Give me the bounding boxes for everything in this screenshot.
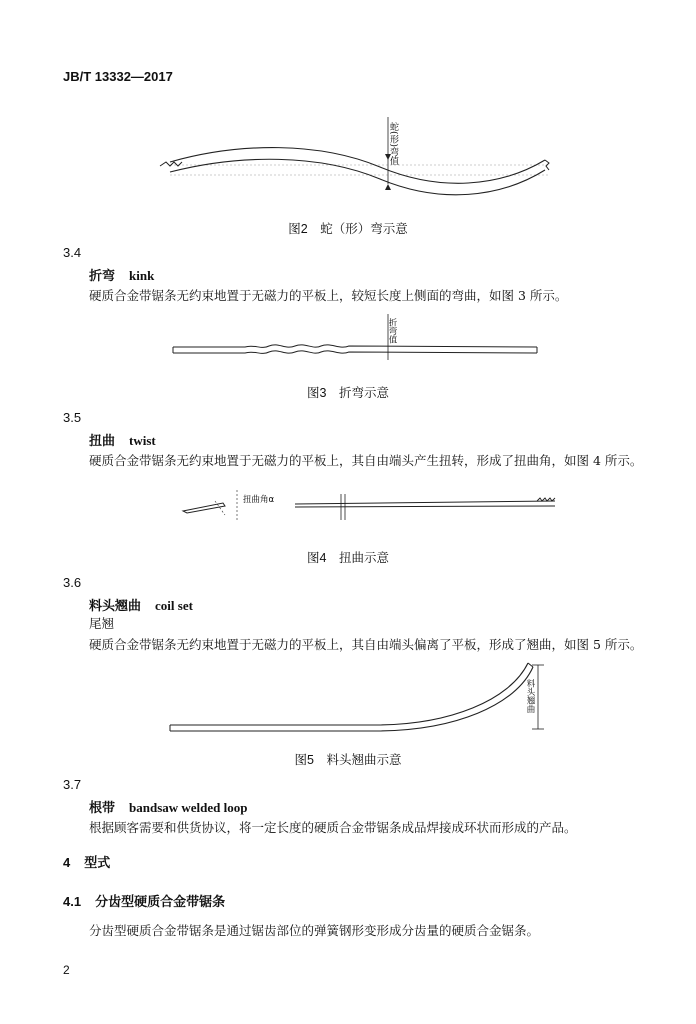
figure-3-caption: 图3 折弯示意 <box>307 386 389 400</box>
term-en: twist <box>129 433 156 448</box>
clause-text: 分齿型硬质合金带锯条是通过锯齿部位的弹簧钢形变形成分齿量的硬质合金锯条。 <box>89 923 540 938</box>
term-cn: 折弯 <box>89 269 116 284</box>
figure-2-caption: 图2 蛇（形）弯示意 <box>288 222 408 236</box>
definition-text: 硬质合金带锯条无约束地置于无磁力的平板上，其自由端头产生扭转，形成了扭曲角，如图 4 所示。 <box>89 453 643 468</box>
definition-text: 硬质合金带锯条无约束地置于无磁力的平板上，其自由端头偏离了平板，形成了翘曲，如图 5 所示。 <box>89 637 643 652</box>
figure-5-caption: 图5 料头翘曲示意 <box>294 753 402 767</box>
figure-5-coil-set <box>160 655 560 740</box>
section-number: 3.4 <box>63 245 82 260</box>
term-heading <box>89 265 154 284</box>
page-number: 2 <box>63 963 70 977</box>
clause-number: 4.1 <box>63 894 82 909</box>
term-cn: 扭曲 <box>89 434 116 449</box>
term-en: bandsaw welded loop <box>129 800 248 815</box>
standard-code: JB/T 13332—2017 <box>63 69 173 84</box>
term-en: coil set <box>155 598 193 613</box>
chapter-number: 4 <box>63 855 71 870</box>
chapter-heading <box>63 852 110 871</box>
section-number: 3.7 <box>63 777 82 792</box>
section-number: 3.6 <box>63 575 82 590</box>
fig4-angle-label: 扭曲角α <box>243 495 275 505</box>
definition-text: 硬质合金带锯条无约束地置于无磁力的平板上，较短长度上侧面的弯曲，如图 3 所示。 <box>89 288 568 303</box>
clause-heading <box>63 891 225 910</box>
term-heading <box>89 430 156 449</box>
figure-4-twist <box>175 482 565 527</box>
term-heading <box>89 797 248 816</box>
figure-2-snake-bend <box>150 112 560 197</box>
term-cn: 根带 <box>89 801 116 816</box>
figure-3-kink <box>165 312 545 372</box>
term-cn: 料头翘曲 <box>89 599 142 614</box>
fig2-value-label: 蛇(形)弯值 <box>388 122 398 166</box>
fig5-value-label: 料头翘曲 <box>525 679 535 713</box>
term-heading <box>89 595 193 614</box>
figure-4-caption: 图4 扭曲示意 <box>307 551 389 565</box>
alternative-term: 尾翘 <box>89 616 115 631</box>
definition-text: 根据顾客需要和供货协议，将一定长度的硬质合金带锯条成品焊接成环状而形成的产品。 <box>89 820 577 835</box>
clause-title: 分齿型硬质合金带锯条 <box>95 894 226 909</box>
chapter-title: 型式 <box>84 855 111 870</box>
term-en: kink <box>129 268 155 283</box>
section-number: 3.5 <box>63 410 82 425</box>
fig3-value-label: 折弯值 <box>387 318 397 344</box>
